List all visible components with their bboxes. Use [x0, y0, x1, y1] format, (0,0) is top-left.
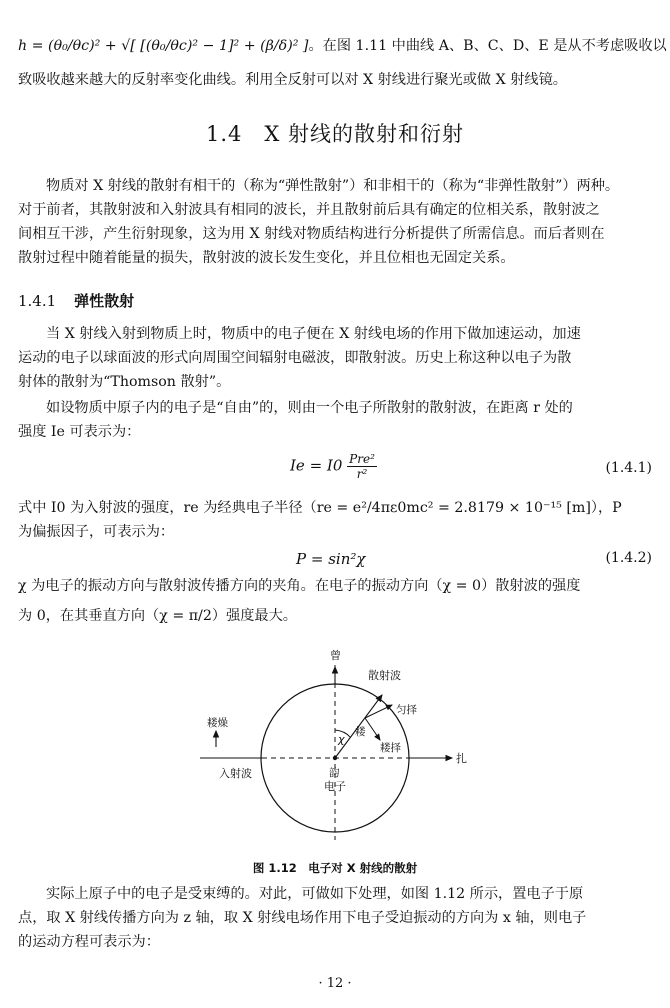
- eq1-number: (1.4.1): [605, 460, 652, 476]
- eq2-number: (1.4.2): [605, 550, 652, 566]
- subsection-heading: [18, 290, 134, 311]
- top-formula-line: [18, 36, 667, 56]
- equation-2: P = sin²χ: [296, 550, 366, 568]
- top-line1-tail: 。在图 1.11 中曲线 A、B、C、D、E 是从不考虑吸收以: [308, 38, 667, 54]
- label-scatter: 散射波: [368, 669, 401, 682]
- section-title: 1.4 X 射线的散射和衍射: [205, 122, 465, 146]
- para3-line: 强度 Ie 可表示为：: [18, 424, 141, 440]
- para2-line: 当 X 射线入射到物质上时，物质中的电子便在 X 射线电场的作用下做加速运动，加速: [46, 326, 581, 342]
- label-axis: 扎: [456, 752, 467, 765]
- para4-line: 式中 I0 为入射波的强度，re 为经典电子半径（re = e²/4πε0mc² = 2.8179 × 10⁻¹⁵ [m]），P: [18, 500, 622, 516]
- label-r1: 匀择: [396, 704, 417, 716]
- subsection-title: 弹性散射: [74, 292, 135, 310]
- label-incident: 入射波: [219, 767, 252, 780]
- formula-h: h = (θ₀/θc)² + √[ [(θ₀/θc)² − 1]² + (β/δ)² ]: [18, 38, 309, 54]
- label-electron: 电子: [324, 780, 346, 793]
- label-r3: 耧择: [380, 742, 401, 754]
- para2-line: 运动的电子以球面波的形式向周围空间辐射电磁波，即散射波。历史上称这种以电子为散: [18, 350, 572, 366]
- para4-line: 为偏振因子，可表示为：: [18, 524, 175, 540]
- para1-line: 对于前者，其散射波和入射波具有相同的波长，并且散射前后具有确定的位相关系，散射波之: [18, 202, 600, 218]
- para3-line: 如设物质中原子内的电子是“自由”的，则由一个电子所散射的散射波，在距离 r 处的: [46, 400, 573, 416]
- para6-line: 的运动方程可表示为：: [18, 934, 160, 950]
- label-top: 曾: [330, 649, 341, 662]
- equation-1: [290, 452, 377, 481]
- field-arrow-2: [365, 718, 380, 740]
- page-number: · 12 ·: [318, 976, 352, 991]
- para6-line: 实际上原子中的电子是受束缚的。对此，可做如下处理，如图 1.12 所示，置电子于原: [46, 886, 584, 902]
- eq1-numerator: Pre²: [349, 452, 375, 466]
- figure-electron-scattering: [0, 645, 670, 860]
- eq1-lhs: Ie = I0: [290, 456, 343, 475]
- para5-line: 为 0，在其垂直方向（χ = π/2）强度最大。: [18, 608, 297, 624]
- subsection-number: 1.4.1: [18, 292, 57, 310]
- eq1-denominator: r²: [356, 467, 368, 481]
- para1-line: 散射过程中随着能量的损失，散射波的波长发生变化，并且位相也无固定关系。: [18, 250, 515, 266]
- para2-line: 射体的散射为“Thomson 散射”。: [18, 374, 231, 390]
- para5-line: χ 为电子的振动方向与散射波传播方向的夹角。在电子的振动方向（χ = 0）散射波的强度: [18, 578, 581, 594]
- figure-caption: 图 1.12 电子对 X 射线的散射: [252, 861, 418, 875]
- label-chi: χ: [338, 733, 345, 746]
- para6-line: 点，取 X 射线传播方向为 z 轴，取 X 射线电场作用下电子受迫振动的方向为 x 轴，则电子: [18, 910, 587, 926]
- label-left: 耧燥: [207, 717, 228, 729]
- electron-dot: [333, 756, 337, 760]
- label-r2: 耧: [355, 726, 366, 738]
- para1-line: 物质对 X 射线的散射有相干的（称为“弹性散射”）和非相干的（称为“非弹性散射”）两种。: [46, 178, 620, 194]
- label-center: 韵: [329, 767, 340, 779]
- top-line2: 致吸收越来越大的反射率变化曲线。利用全反射可以对 X 射线进行聚光或做 X 射线镜。: [18, 72, 567, 88]
- eq1-fraction: [347, 452, 377, 481]
- para1-line: 间相互干涉，产生衍射现象，这为用 X 射线对物质结构进行分析提供了所需信息。而后者则在: [18, 226, 605, 242]
